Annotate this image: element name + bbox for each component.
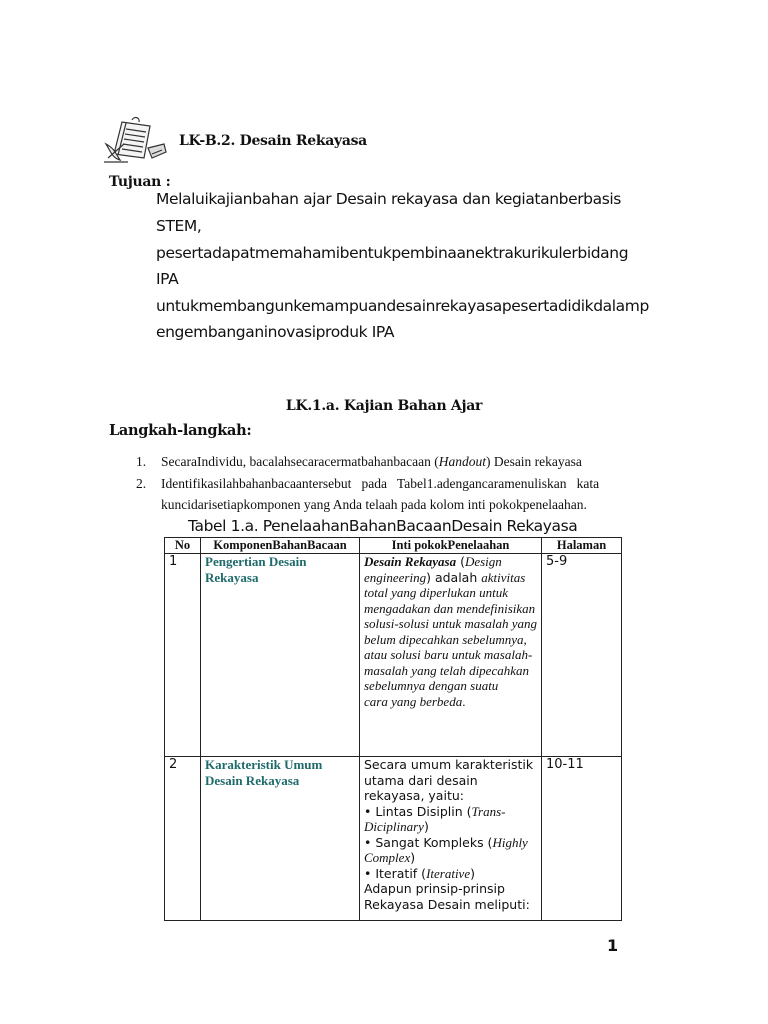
tujuan-line: Melaluikajianbahan ajar Desain rekayasa dan kegiatanberbasis <box>156 190 621 208</box>
step-text: kuncidarisetiapkomponen yang Anda telaah pada kolom inti pokokpenelaahan. <box>161 497 587 512</box>
table-row <box>165 554 622 757</box>
row-komponen: Pengertian Desain Rekayasa <box>201 554 360 757</box>
row-no: 1 <box>165 554 201 757</box>
inti-text: ) <box>423 819 429 834</box>
inti-text: ) <box>410 850 416 865</box>
tujuan-line: engembanganinovasiproduk IPA <box>156 323 395 341</box>
step-text <box>161 454 582 470</box>
row-halaman: 5-9 <box>542 554 622 757</box>
step-text-italic: Handout <box>438 454 486 469</box>
inti-italic: Design engineering <box>364 554 502 585</box>
step-text-part: ) Desain rekayasa <box>485 454 582 469</box>
inti-text: ( <box>456 554 465 569</box>
tujuan-label: Tujuan : <box>109 174 171 190</box>
penelaahan-table <box>164 537 622 921</box>
inti-bullet: • Lintas Disiplin ( <box>364 803 472 819</box>
tujuan-line: STEM, <box>156 217 202 235</box>
tujuan-line: untukmembangunkemampuandesainrekayasapesertadidikdalamp <box>156 297 649 315</box>
inti-bullet: • Sangat Kompleks ( <box>364 834 493 850</box>
header-komponen: KomponenBahanBacaan <box>201 538 360 554</box>
tujuan-line: pesertadapatmemahamibentukpembinaanektrakurikulerbidang <box>156 244 629 262</box>
document-title: LK-B.2. Desain Rekayasa <box>179 133 367 149</box>
inti-italic: Iterative <box>426 865 471 881</box>
row-inti <box>360 757 542 921</box>
inti-italic: Trans-Diciplinary <box>364 803 506 834</box>
inti-text: ) <box>470 865 475 881</box>
steps-label: Langkah-langkah: <box>109 422 252 439</box>
inti-text: ) adalah <box>426 569 482 585</box>
table-caption: Tabel 1.a. PenelaahanBahanBacaanDesain Rekayasa <box>188 517 578 535</box>
row-inti <box>360 554 542 757</box>
inti-text: . <box>462 693 466 709</box>
step-text: Identifikasilahbahanbacaantersebut pada Tabel1.adengancaramenuliskan kata <box>161 476 600 491</box>
section-title: LK.1.a. Kajian Bahan Ajar <box>285 398 483 414</box>
inti-term: Desain Rekayasa <box>364 554 457 569</box>
step-number: 1. <box>136 454 147 469</box>
row-komponen: Karakteristik Umum Desain Rekayasa <box>201 757 360 921</box>
inti-italic: Highly Complex <box>364 834 528 865</box>
inti-text: Adapun prinsip-prinsip Rekayasa Desain meliputi: <box>364 881 530 912</box>
table-row <box>165 757 622 921</box>
row-no: 2 <box>165 757 201 921</box>
step-text-part: SecaraIndividu, bacalahsecaracermatbahanbacaan ( <box>161 454 439 469</box>
step-number: 2. <box>136 476 147 491</box>
inti-italic: aktivitas total yang diperlukan untuk mengadakan dan mendefinisikan solusi-solusi untuk masalah yang belum dipecahkan sebelumnya, atau solusi baru untuk masalah-masalah yang telah dipecahkan sebelumnya dengan suatu <box>364 569 537 693</box>
header-halaman: Halaman <box>542 538 622 554</box>
notepad-writing-hand-icon <box>102 114 170 166</box>
inti-text: Secara umum karakteristik utama dari desain rekayasa, yaitu: <box>364 757 534 803</box>
inti-bullet: • Iteratif ( <box>364 865 427 881</box>
header-no: No <box>165 538 201 554</box>
table-header-row <box>165 538 622 554</box>
page-number: 1 <box>607 936 619 955</box>
inti-italic: cara yang berbeda <box>364 693 463 709</box>
row-halaman: 10-11 <box>542 757 622 921</box>
tujuan-line: IPA <box>156 270 179 288</box>
header-inti: Inti pokokPenelaahan <box>360 538 542 554</box>
